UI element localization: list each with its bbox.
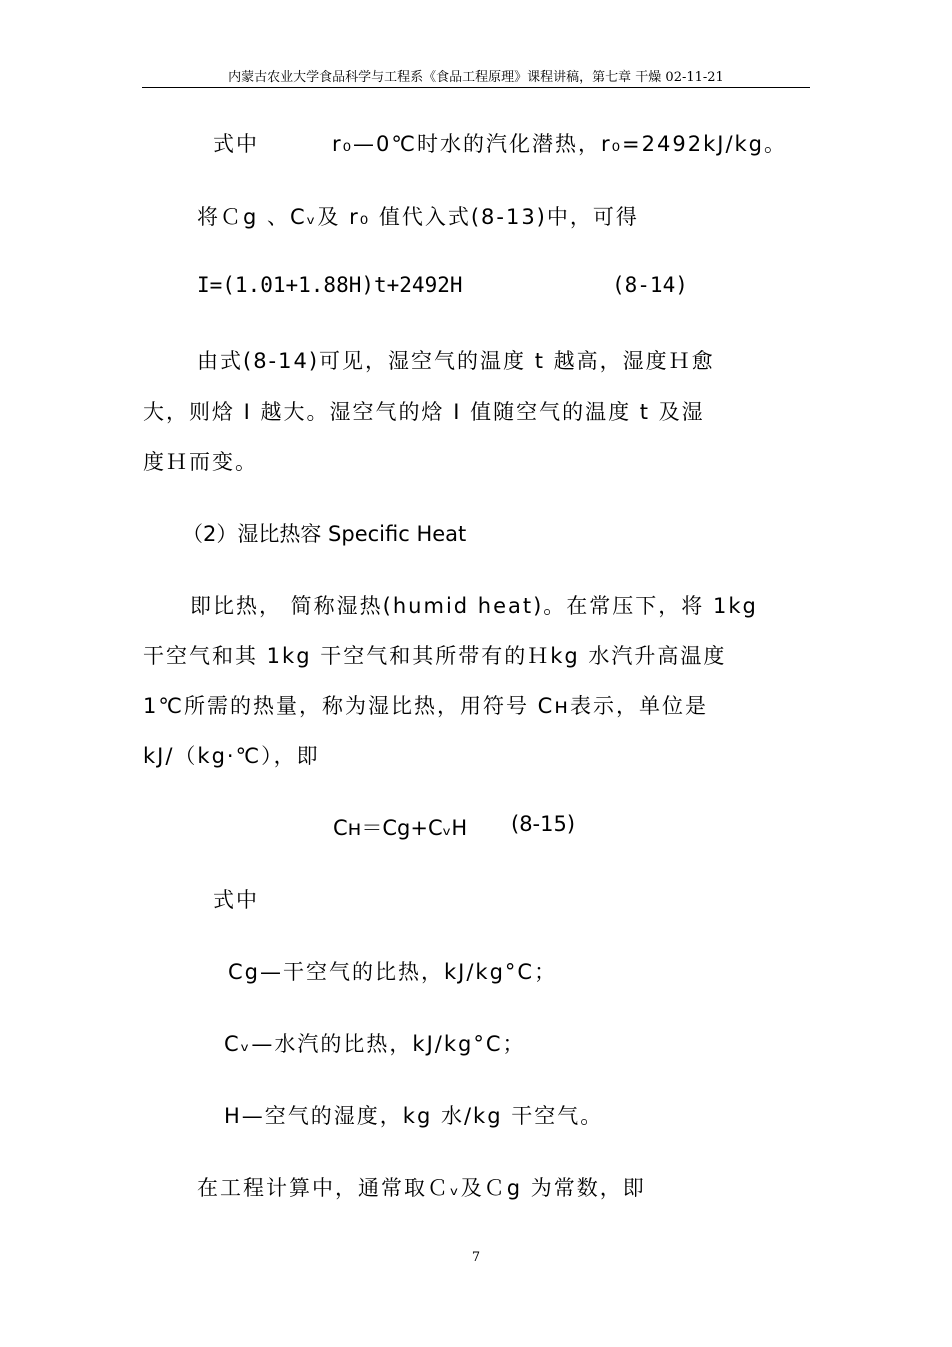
equation-8-14-number: (8-14)	[612, 273, 688, 297]
text-line-5: 大，则焓 I 越大。湿空气的焓 I 值随空气的温度 t 及湿	[143, 400, 705, 424]
equation-8-15-number: (8-15)	[511, 812, 576, 836]
text-line-13: 式中	[213, 888, 259, 912]
text-line-6: 度Ｈ而变。	[143, 450, 258, 474]
definition-h: H—空气的湿度，kg 水/kg 干空气。	[224, 1104, 604, 1128]
text-line-1-definition: r₀—0℃时水的汽化潜热，r₀=2492kJ/kg。	[332, 132, 788, 156]
text-line-10: 1℃所需的热量，称为湿比热，用符号 Cʜ表示，单位是	[143, 694, 709, 718]
definition-cg: Cg—干空气的比热，kJ/kg°C；	[228, 960, 558, 984]
text-line-11: kJ/（kg·℃），即	[143, 744, 320, 768]
equation-8-15: Cʜ＝Cg+CᵥH	[333, 816, 468, 840]
page-number: 7	[471, 1250, 481, 1265]
definition-cv: Cᵥ—水汽的比热，kJ/kg°C；	[224, 1032, 526, 1056]
text-line-4: 由式(8-14)可见，湿空气的温度 t 越高，湿度Ｈ愈	[197, 349, 715, 373]
header-rule	[142, 87, 810, 88]
text-line-2: 将Ｃg 、Cᵥ及 r₀ 值代入式(8-13)中，可得	[197, 205, 639, 229]
section-heading: （2）湿比热容 Specific Heat	[182, 522, 467, 546]
text-line-9: 干空气和其 1kg 干空气和其所带有的Ｈkg 水汽升高温度	[143, 644, 727, 668]
text-line-1-label: 式中	[213, 132, 259, 156]
text-line-8: 即比热， 简称湿热(humid heat)。在常压下，将 1kg	[190, 594, 758, 618]
running-header: 内蒙古农业大学食品科学与工程系《食品工程原理》课程讲稿，第七章 干燥 02-11-21	[228, 70, 724, 85]
equation-8-14: I=(1.01+1.88H)t+2492H	[197, 273, 463, 297]
text-line-17: 在工程计算中，通常取Ｃᵥ及Ｃg 为常数，即	[197, 1176, 646, 1200]
